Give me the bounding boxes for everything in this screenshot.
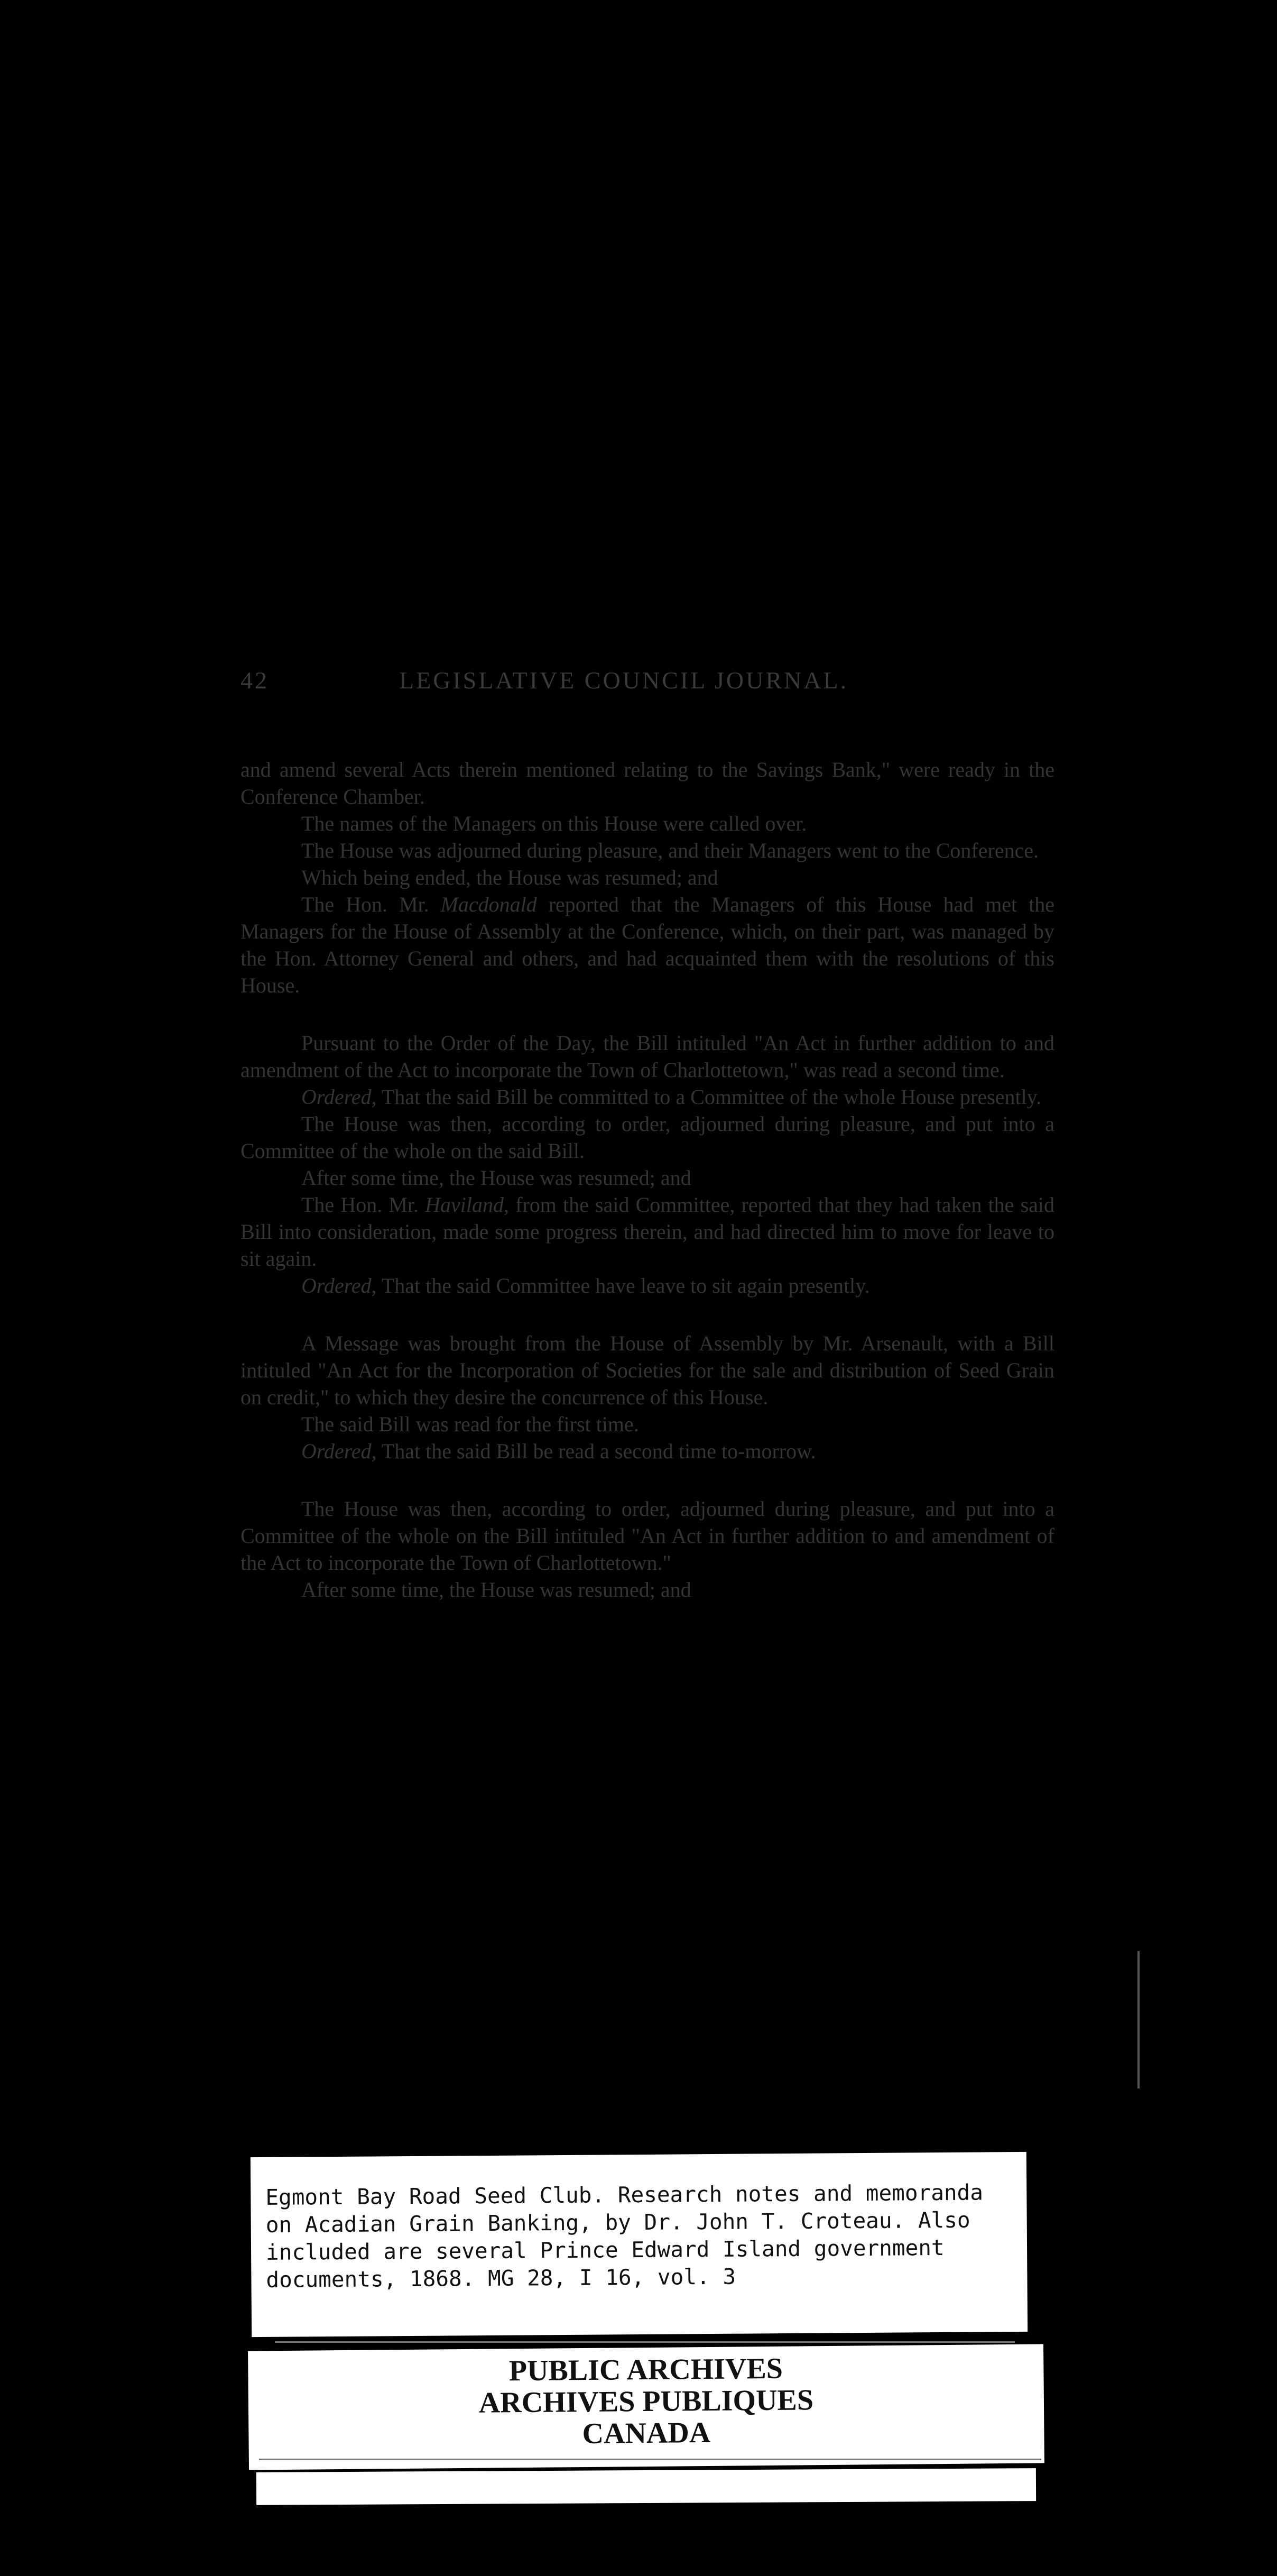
paragraph-text: reported that the Managers of this House had met the Managers for the House of Assembly at the Conference, which, on their part, was managed by the Hon. Attorney General and others, and had acquainted them with the resolutions of this House. bbox=[240, 893, 1054, 997]
paragraph: After some time, the House was resumed; and bbox=[301, 1578, 691, 1602]
paragraph bbox=[240, 1438, 1054, 1465]
paragraph: The names of the Managers on this House were called over. bbox=[301, 812, 807, 835]
divider bbox=[275, 2341, 1015, 2343]
divider bbox=[259, 2459, 1041, 2460]
paragraph: A Message was brought from the House of Assembly by Mr. Arsenault, with a Bill intituled "An Act for the Incorporation of Societies for the sale and distribution of Seed Grain on credit," to which they desire the concurrence of this House. bbox=[240, 1331, 1054, 1409]
archive-stamp bbox=[248, 2344, 1044, 2470]
paragraph: The House was then, according to order, adjourned during pleasure, and put into a Committee of the whole on the Bill intituled "An Act in further addition to and amendment of the Act to incorporate the Town of Charlottetown." bbox=[240, 1497, 1054, 1575]
paragraph bbox=[240, 1272, 1054, 1299]
stamp-line-3: CANADA bbox=[582, 2416, 711, 2451]
ordered-label: Ordered, bbox=[301, 1274, 377, 1298]
paragraph bbox=[240, 1083, 1054, 1110]
paragraph-text: That the said Bill be read a second time to-morrow. bbox=[376, 1439, 816, 1463]
paragraph: The said Bill was read for the first time. bbox=[301, 1412, 639, 1436]
paragraph: The House was then, according to order, adjourned during pleasure, and put into a Committee of the whole on the said Bill. bbox=[240, 1112, 1054, 1163]
paragraph: Pursuant to the Order of the Day, the Bill intituled "An Act in further addition to and amendment of the Act to incorporate the Town of Charlottetown," was read a second time. bbox=[240, 1031, 1054, 1082]
stamp-line-1: PUBLIC ARCHIVES bbox=[508, 2352, 783, 2388]
running-title: LEGISLATIVE COUNCIL JOURNAL. bbox=[399, 667, 849, 694]
paragraph-text: The Hon. Mr. bbox=[301, 893, 441, 916]
member-name: Macdonald bbox=[440, 893, 537, 916]
paragraph-text: , from the said Committee, reported that they had taken the said Bill into consideration, made some progress therein, and had directed him to move for leave to sit again. bbox=[240, 1193, 1054, 1271]
stamp-line-2: ARCHIVES PUBLIQUES bbox=[478, 2384, 814, 2419]
ordered-label: Ordered, bbox=[301, 1439, 377, 1463]
paragraph: and amend several Acts therein mentioned relating to the Savings Bank," were ready in the Conference Chamber. bbox=[240, 758, 1054, 808]
paragraph: Which being ended, the House was resumed; and bbox=[301, 866, 718, 889]
archive-card bbox=[251, 2152, 1028, 2337]
archive-notes: Egmont Bay Road Seed Club. Research notes and memoranda on Acadian Grain Banking, by Dr. John T. Croteau. Also included are several Prince Edward Island government documents, 1868. MG 28, I 16, vol. 3 bbox=[265, 2179, 984, 2293]
paragraph bbox=[240, 1191, 1054, 1272]
paragraph: The House was adjourned during pleasure, and their Managers went to the Conference. bbox=[301, 839, 1039, 862]
member-name: Haviland bbox=[425, 1193, 504, 1217]
paragraph: After some time, the House was resumed; and bbox=[301, 1166, 691, 1190]
page-number: 42 bbox=[240, 667, 269, 694]
film-scratch bbox=[1137, 1951, 1140, 2089]
paragraph-text: The Hon. Mr. bbox=[301, 1193, 425, 1217]
paragraph-text: That the said Bill be committed to a Committee of the whole House presently. bbox=[376, 1085, 1042, 1109]
ordered-label: Ordered, bbox=[301, 1085, 377, 1109]
paragraph-text: That the said Committee have leave to sit again presently. bbox=[376, 1274, 870, 1298]
label-strip bbox=[256, 2468, 1036, 2505]
paragraph bbox=[240, 891, 1054, 999]
journal-text bbox=[240, 756, 1054, 1603]
